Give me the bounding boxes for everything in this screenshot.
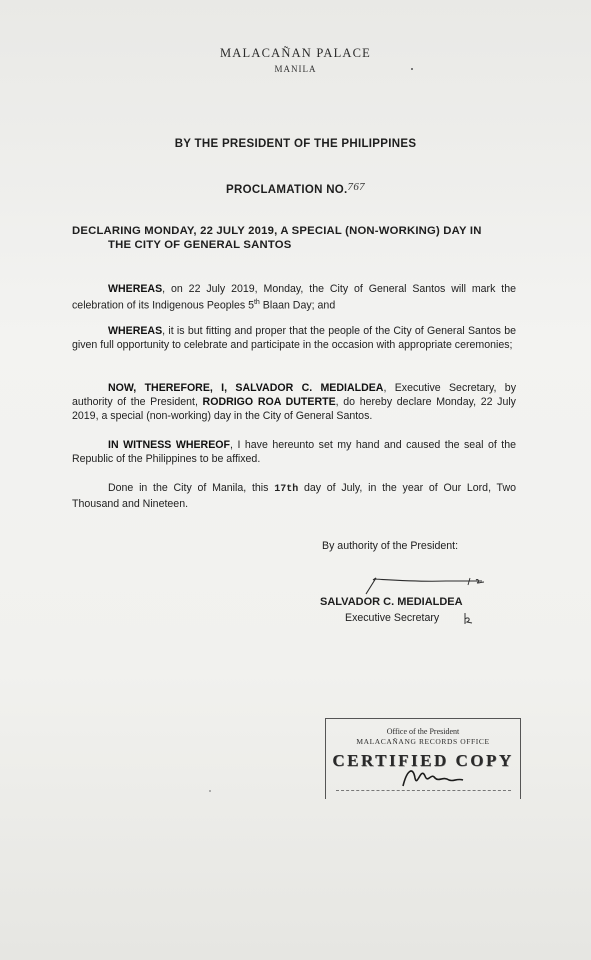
paragraph-text: , it is but fitting and proper that the people of the City of General Santos be given full opportunity to celebrate and participate in the occasion with appropriate ceremonies; [72,325,516,352]
whereas-paragraph-2 [72,324,516,352]
done-paragraph [72,481,516,511]
stamp-records-office: MALACAÑANG RECORDS OFFICE [356,737,490,746]
authority-line: By authority of the President: [322,540,459,552]
paragraph-text: Done in the City of Manila, this [108,482,275,494]
president-name: RODRIGO ROA DUTERTE [202,396,336,409]
witness-lead: IN WITNESS WHEREOF [108,439,230,451]
proclamation-subject [72,224,522,252]
declaration-paragraph [72,381,516,424]
stamp-signature-scribble [397,762,467,792]
witness-paragraph [72,438,516,466]
signatory-title: Executive Secretary [345,612,440,624]
scan-speck [209,790,211,792]
paragraph-text: , do hereby declare Monday, 22 July 2019, a special (non-working) day in the City of General Santos. [72,396,516,423]
proclamation-label: PROCLAMATION NO. [226,184,348,196]
paragraph-text: Blaan Day; and [259,299,336,312]
proclamation-number: 767 [347,181,365,193]
paragraph-text: , Executive Secretary, by authority of the President, [72,382,516,409]
signatory-name: SALVADOR C. MEDIALDEA [320,596,463,608]
whereas-paragraph-1 [72,282,516,313]
letterhead [0,46,591,74]
subject-line-1: DECLARING MONDAY, 22 JULY 2019, A SPECIAL (NON-WORKING) DAY IN [72,225,482,237]
initial-mark [461,612,473,626]
declaration-lead: NOW, THEREFORE, I, SALVADOR C. MEDIALDEA [108,382,384,394]
paragraph-text: day of July, in the year of Our Lord, Two Thousand and Nineteen. [72,482,516,511]
whereas-lead: WHEREAS [108,325,163,337]
typed-day: 17th [274,484,299,495]
ordinal-suffix: th [253,299,260,307]
stamp-office: Office of the President [386,727,460,736]
paragraph-text: , on 22 July 2019, Monday, the City of General Santos will mark the celebration of its Indigenous Peoples 5 [72,283,516,312]
subject-line-2: THE CITY OF GENERAL SANTOS [108,239,292,251]
proclamation-title [0,181,591,196]
whereas-lead: WHEREAS [108,283,163,295]
paragraph-text: , I have hereunto set my hand and caused the seal of the Republic of the Philippines to be affixed. [72,439,516,466]
issuer-line: BY THE PRESIDENT OF THE PHILIPPINES [174,138,417,150]
palace-city: MANILA [274,64,317,74]
palace-name: MALACAÑAN PALACE [219,46,372,60]
stamp-certified-copy: CERTIFIED COPY [332,751,514,770]
